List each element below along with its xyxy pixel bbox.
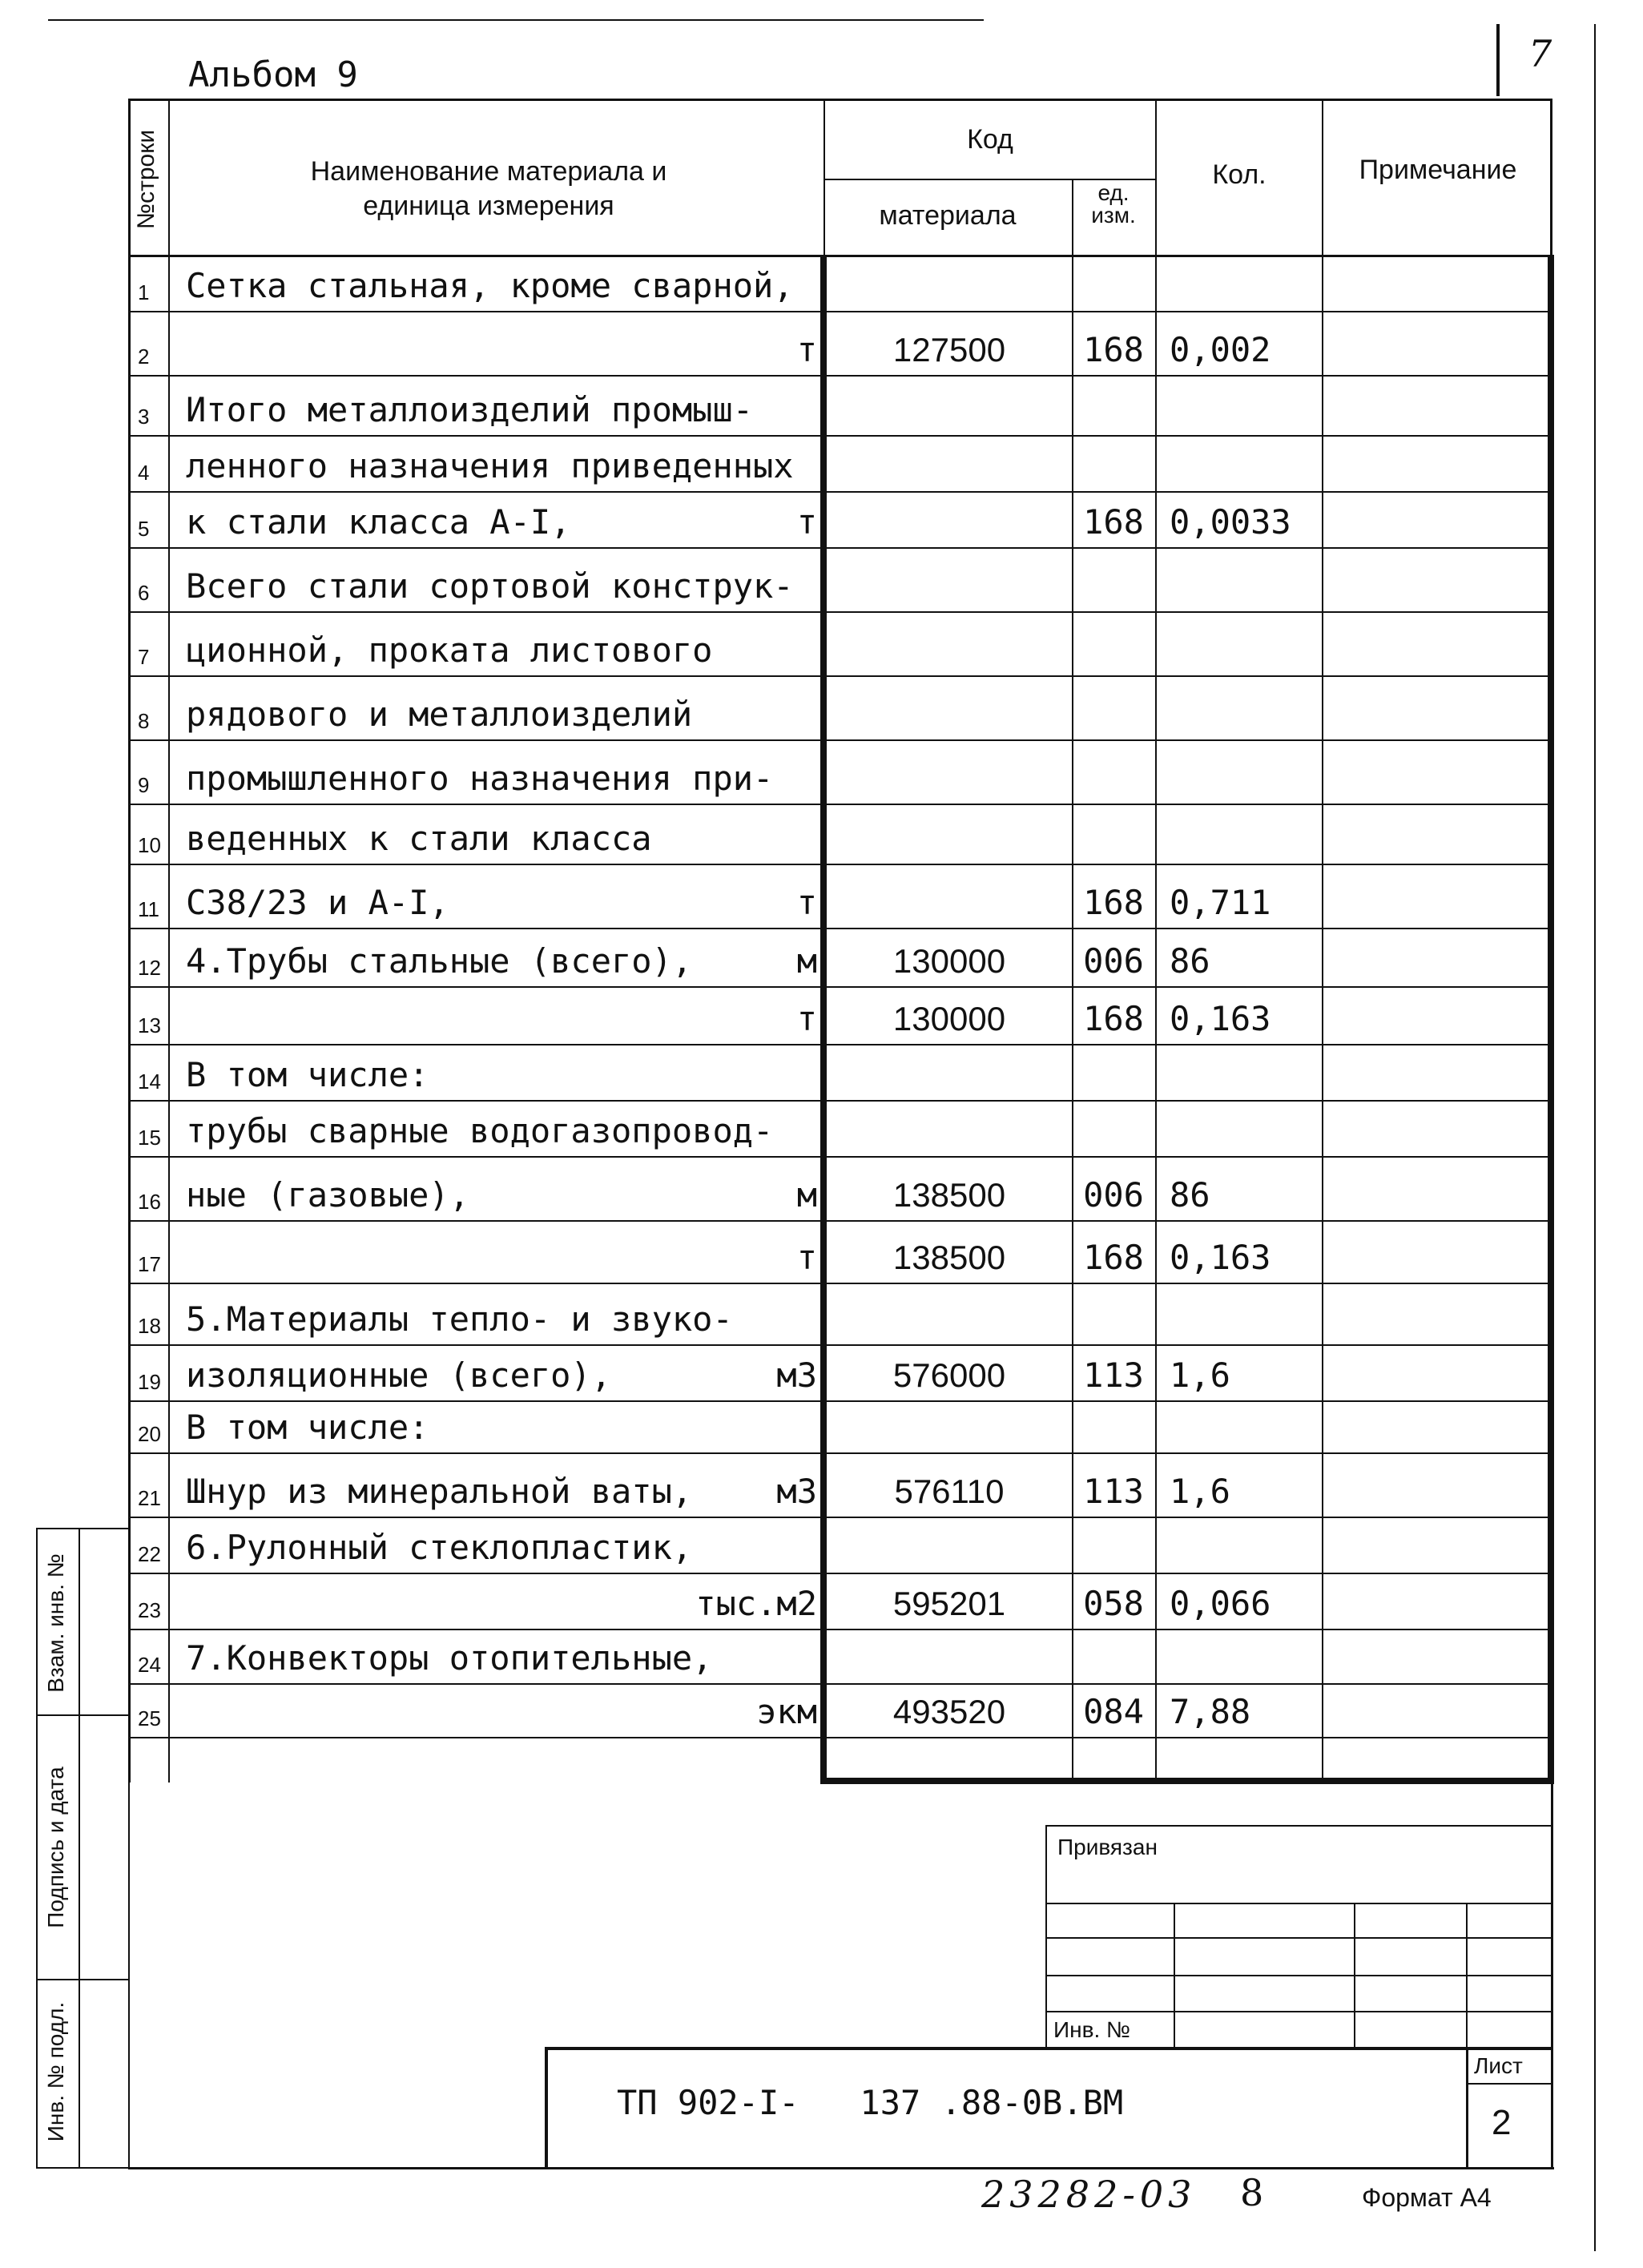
row-number: 11 — [138, 897, 159, 921]
row-number: 1 — [138, 280, 150, 304]
row-name: 5.Материалы тепло- и звуко- — [186, 1299, 733, 1339]
row-divider — [128, 675, 1552, 677]
row-divider — [128, 864, 1552, 865]
row-number: 5 — [138, 517, 150, 541]
row-quantity: 0,163 — [1170, 999, 1271, 1038]
row-number: 12 — [138, 956, 161, 980]
row-material-code: 493520 — [892, 1693, 1006, 1730]
row-unit: т — [796, 1238, 817, 1277]
row-divider — [128, 986, 1552, 988]
row-unit-code: 084 — [1083, 1692, 1144, 1731]
row-quantity: 7,88 — [1170, 1692, 1251, 1731]
row-unit-code: 113 — [1083, 1356, 1144, 1395]
row-unit: т — [796, 330, 817, 369]
row-divider — [128, 1452, 1552, 1454]
row-number: 13 — [138, 1013, 161, 1037]
row-unit-code: 168 — [1083, 330, 1144, 369]
row-divider — [128, 1100, 1552, 1102]
row-name: С38/23 и А-I, — [186, 883, 449, 922]
row-unit-code: 168 — [1083, 502, 1144, 542]
row-number: 4 — [138, 461, 150, 485]
privyazan-label: Привязан — [1057, 1835, 1158, 1859]
row-unit: экм — [756, 1692, 817, 1731]
row-name: 7.Конвекторы отопительные, — [186, 1638, 713, 1678]
row-unit-code: 168 — [1083, 883, 1144, 922]
row-name: рядового и металлоизделий — [186, 695, 693, 734]
sheet-number: 2 — [1492, 2103, 1512, 2142]
row-unit: т — [796, 999, 817, 1038]
row-material-code: 576000 — [892, 1356, 1006, 1394]
row-name: В том числе: — [186, 1408, 429, 1447]
row-number: 14 — [138, 1070, 161, 1094]
row-name: ные (газовые), — [186, 1175, 470, 1215]
row-number: 20 — [138, 1422, 161, 1446]
row-divider — [128, 1629, 1552, 1630]
sheet-count: 8 — [1240, 2171, 1264, 2214]
header-code-unit: ед. изм. — [1091, 180, 1136, 228]
row-name: Итого металлоизделий промыш- — [186, 390, 754, 429]
row-material-code: 130000 — [892, 1000, 1006, 1037]
row-material-code: 138500 — [892, 1176, 1006, 1214]
row-divider — [128, 1156, 1552, 1158]
header-note: Примечание — [1359, 155, 1517, 185]
row-unit-code: 058 — [1083, 1584, 1144, 1623]
materials-table — [128, 99, 1552, 1783]
handwritten-number: 23282-03 — [981, 2173, 1197, 2216]
row-unit-code: 168 — [1083, 999, 1144, 1038]
row-divider — [128, 1737, 1552, 1738]
row-number: 10 — [138, 833, 161, 857]
row-name: 4.Трубы стальные (всего), — [186, 941, 693, 981]
row-name: 6.Рулонный стеклопластик, — [186, 1528, 693, 1567]
row-quantity: 0,711 — [1170, 883, 1271, 922]
row-divider — [128, 1573, 1552, 1574]
row-divider — [128, 547, 1552, 549]
row-number: 15 — [138, 1126, 161, 1150]
row-divider — [128, 928, 1552, 929]
row-number: 24 — [138, 1653, 161, 1677]
row-number: 8 — [138, 709, 150, 733]
stamp-podpis: Подпись и дата — [43, 1766, 68, 1928]
sheet-label: Лист — [1474, 2053, 1523, 2078]
row-unit-code: 006 — [1083, 1175, 1144, 1215]
header-name: Наименование материала и единица измерения — [310, 156, 667, 221]
header-code-material: материала — [879, 200, 1017, 231]
row-divider — [128, 1400, 1552, 1402]
row-divider — [128, 1344, 1552, 1346]
row-unit: м3 — [776, 1472, 817, 1511]
row-name: Всего стали сортовой конструк- — [186, 566, 794, 606]
row-name: веденных к стали класса — [186, 819, 652, 858]
page-mark: 7 — [1528, 32, 1552, 75]
header-code: Код — [967, 124, 1013, 155]
row-number: 7 — [138, 645, 150, 669]
row-unit-code: 168 — [1083, 1238, 1144, 1277]
row-unit: м — [796, 1175, 817, 1215]
header-qty: Кол. — [1212, 159, 1266, 190]
row-quantity: 86 — [1170, 941, 1210, 981]
row-number: 17 — [138, 1252, 161, 1276]
row-divider — [128, 804, 1552, 805]
row-unit: т — [796, 502, 817, 542]
row-name: В том числе: — [186, 1055, 429, 1094]
row-number: 6 — [138, 581, 150, 605]
row-number: 25 — [138, 1706, 161, 1730]
row-number: 23 — [138, 1598, 161, 1622]
row-number: 21 — [138, 1486, 161, 1510]
stamp-vzam: Взам. инв. № — [43, 1553, 68, 1693]
row-name: трубы сварные водогазопровод- — [186, 1111, 774, 1150]
row-divider — [128, 1683, 1552, 1685]
row-unit: тыс.м2 — [695, 1584, 817, 1623]
row-name: Шнур из минеральной ваты, — [186, 1472, 693, 1511]
row-divider — [128, 1517, 1552, 1518]
row-name: ционной, проката листового — [186, 630, 713, 670]
row-unit: м3 — [776, 1356, 817, 1395]
row-quantity: 1,6 — [1170, 1472, 1230, 1511]
header-row-number: №строки — [133, 129, 159, 230]
row-divider — [128, 611, 1552, 613]
row-quantity: 86 — [1170, 1175, 1210, 1215]
right-edge — [1594, 24, 1596, 2251]
row-quantity: 1,6 — [1170, 1356, 1230, 1395]
row-unit-code: 006 — [1083, 941, 1144, 981]
format-label: Формат А4 — [1362, 2183, 1492, 2212]
inv-no-label: Инв. № — [1053, 2017, 1131, 2042]
row-unit: т — [796, 883, 817, 922]
row-name: Сетка стальная, кроме сварной, — [186, 266, 794, 305]
row-name: к стали класса А-I, — [186, 502, 571, 542]
corner-vertical — [1496, 24, 1500, 96]
top-rule — [48, 19, 984, 21]
row-unit-code: 113 — [1083, 1472, 1144, 1511]
row-quantity: 0,0033 — [1170, 502, 1291, 542]
row-divider — [128, 375, 1552, 377]
row-name: промышленного назначения при- — [186, 759, 774, 798]
stamp-inv-podl: Инв. № подл. — [43, 2001, 68, 2142]
document-code: ТП 902-I- 137 .88-0В.ВМ — [617, 2083, 1124, 2122]
row-material-code: 595201 — [892, 1585, 1006, 1622]
row-divider — [128, 1044, 1552, 1045]
row-number: 18 — [138, 1314, 161, 1338]
row-unit: м — [796, 941, 817, 981]
row-name: ленного назначения приведенных — [186, 446, 794, 485]
row-quantity: 0,002 — [1170, 330, 1271, 369]
row-divider — [128, 1220, 1552, 1222]
album-label: Альбом 9 — [188, 54, 358, 95]
row-quantity: 0,066 — [1170, 1584, 1271, 1623]
row-number: 19 — [138, 1370, 161, 1394]
row-divider — [128, 435, 1552, 437]
row-divider — [128, 1283, 1552, 1284]
row-material-code: 127500 — [892, 331, 1006, 369]
row-number: 3 — [138, 405, 150, 429]
row-number: 9 — [138, 773, 150, 797]
row-divider — [128, 739, 1552, 741]
row-quantity: 0,163 — [1170, 1238, 1271, 1277]
row-divider — [128, 311, 1552, 312]
row-material-code: 130000 — [892, 942, 1006, 980]
row-material-code: 576110 — [894, 1472, 1005, 1510]
row-material-code: 138500 — [892, 1239, 1006, 1276]
row-divider — [128, 491, 1552, 493]
row-number: 16 — [138, 1190, 161, 1214]
row-number: 22 — [138, 1542, 161, 1566]
row-number: 2 — [138, 344, 150, 369]
row-name: изоляционные (всего), — [186, 1356, 612, 1395]
